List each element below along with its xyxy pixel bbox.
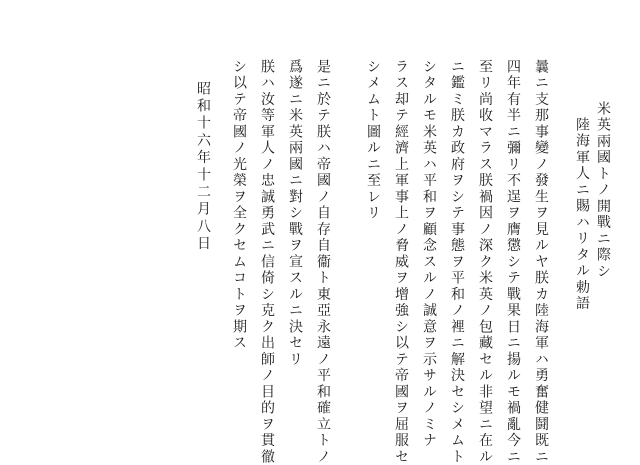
body-line-9: 爲遂ニ米英兩國ニ對シ戰ヲ宣スルニ決セリ bbox=[287, 59, 303, 368]
body-line-10: 朕ハ汝等軍人ノ忠誠勇武ニ信倚シ克ク出師ノ目的ヲ貫徹 bbox=[259, 59, 275, 465]
title-line-1: 米英兩國トノ開戰ニ際シ bbox=[595, 101, 611, 280]
body-line-7: シメムト圖ルニ至レリ bbox=[365, 59, 381, 222]
document-date: 昭和十六年十二月八日 bbox=[195, 81, 211, 253]
body-line-1: 曩ニ支那事變ノ發生ヲ見ルヤ朕カ陸海軍ハ勇奮健鬪既ニ bbox=[533, 59, 549, 465]
body-line-11: シ以テ帝國ノ光榮ヲ全クセムコトヲ期ス bbox=[231, 59, 247, 352]
body-line-3: 至リ尚收マラス朕禍因ノ深ク米英ノ包藏セル非望ニ在ル bbox=[477, 59, 493, 465]
title-line-2: 陸海軍人ニ賜ハリタル勅語 bbox=[574, 117, 590, 312]
body-line-8: 是ニ於テ朕ハ帝國ノ自存自衞ト東亞永遠ノ平和確立トノ bbox=[315, 59, 331, 465]
body-line-2: 四年有半ニ彌リ不逞ヲ膺懲シテ戰果日ニ揚ルモ禍亂今ニ bbox=[505, 59, 521, 465]
body-line-6: ラス却テ經濟上軍事上ノ脅威ヲ增強シ以テ帝國ヲ屈服セ bbox=[393, 59, 409, 465]
body-line-5: シタルモ米英ハ平和ヲ顧念スルノ誠意ヲ示サルノミナ bbox=[421, 59, 437, 449]
body-line-4: ニ鑑ミ朕カ政府ヲシテ事態ヲ平和ノ裡ニ解決セシメムト bbox=[449, 59, 465, 465]
